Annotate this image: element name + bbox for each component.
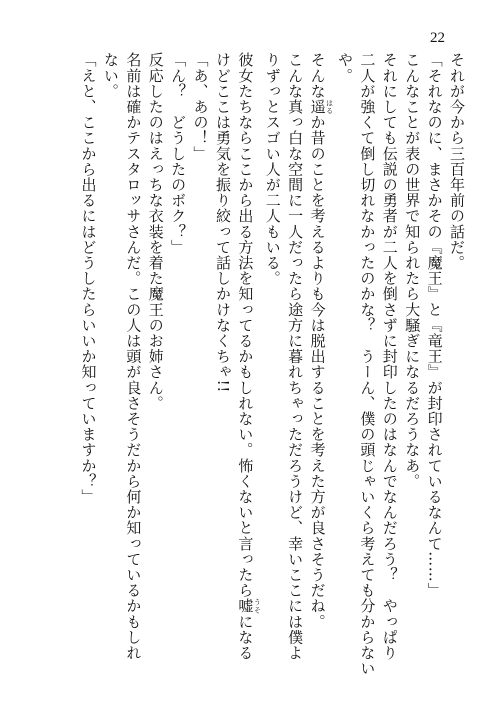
text-line: それにしても伝説の勇者が二人を倒さずに封印したのはなんでなんだろう？ やっぱり: [380, 52, 399, 661]
text-line: [234, 52, 262, 661]
furigana-word: [308, 98, 334, 115]
text-line: りずっとスゴい人が二人もいる。: [263, 52, 282, 286]
text-line: こんなことが表の世界で知られたら大騒ぎになるだろうなあ。: [403, 52, 422, 489]
text-segment: か昔のことを考えるよりも今は脱出することを考えた方が良さそうだね。: [308, 114, 327, 630]
text-line: こんな真っ白な空間に一人だったら途方に暮れちゃっただろうけど、幸いここには僕よ: [286, 52, 305, 661]
text-line: けどここは勇気を振り絞って話しかけなくちゃ!!: [213, 52, 232, 393]
page-number: 22: [430, 30, 445, 46]
text-segment: そんな: [308, 52, 327, 99]
text-segment: 彼女たちならここから出る方法を知ってるかもしれない。怖くないと言ったら: [236, 52, 255, 598]
text-line: 「ん？ どうしたのボク？」: [169, 52, 188, 255]
ruby-base: 遥: [308, 98, 327, 115]
furigana-word: [236, 598, 262, 614]
text-line: それが今から三百年前の話だ。: [448, 52, 466, 271]
text-line: 「えと、ここから出るにはどうしたらいいか知っていますか？」: [79, 52, 98, 505]
text-line: ない。: [101, 52, 120, 99]
text-line: 二人が強くて倒し切れなかったのかな？ うーん、僕の頭じゃいくら考えても分からない: [358, 52, 377, 676]
furigana-reading: うそ: [253, 598, 262, 614]
text-segment: になる: [236, 613, 255, 661]
text-line: や。: [335, 52, 354, 84]
novel-text-body: [79, 52, 468, 676]
text-line: 「あ、あの！」: [191, 52, 210, 162]
text-line: [306, 52, 333, 652]
text-line: 反応したのはえっちな衣装を着た魔王のお姉さん。: [146, 52, 165, 411]
ruby-base: 嘘: [236, 598, 255, 614]
text-line: 名前は確かテスタロッサさんだ。この人は頭が良さそうだから何か知っているかもしれ: [124, 52, 143, 661]
furigana-reading: はる: [325, 98, 334, 115]
text-line: 「それなのに、まさかその『魔王』と『竜王』が封印されているなんて……」: [425, 52, 444, 598]
